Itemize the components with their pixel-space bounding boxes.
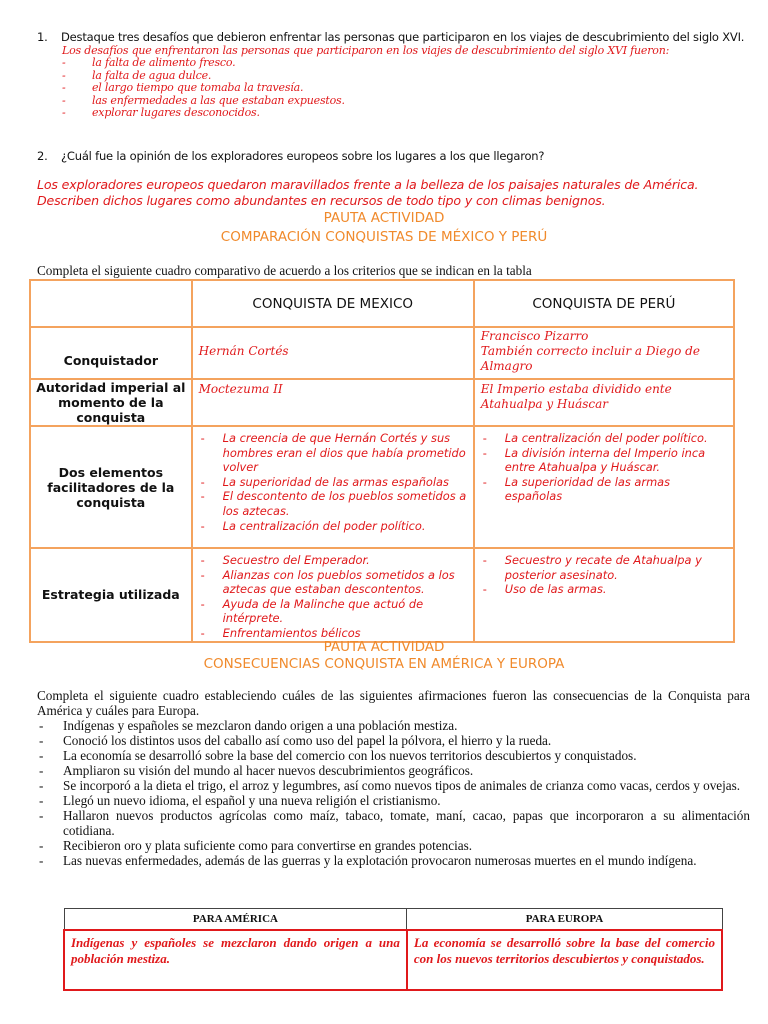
list-item: - Hallaron nuevos productos agrícolas como maíz, tabaco, tomate, maní, cacao, papas que incorporaron a su alimentación cotidiana. [37, 808, 750, 838]
cell-america: Indígenas y españoles se mezclaron dando origen a una población mestiza. [64, 930, 407, 990]
answer-2: Los exploradores europeos quedaron maravillados frente a la belleza de los paisajes naturales de América. Describen dichos lugares como abundantes en recursos de todo tipo y con climas benignos. [37, 177, 699, 208]
list-item: - Se incorporó a la dieta el trigo, el arroz y legumbres, así como nuevos tipos de animales de crianza como vacas, cerdos y ovejas. [37, 778, 750, 793]
question-1-text: Destaque tres desafíos que debieron enfrentar las personas que participaron en los viajes de descubrimiento del siglo XVI. [61, 30, 745, 44]
list-item: - la falta de agua dulce. [58, 70, 345, 83]
list-item: - el largo tiempo que tomaba la travesía. [58, 82, 345, 95]
cell-mexico-estrategia [192, 548, 474, 642]
list-item: - Llegó un nuevo idioma, el español y una nueva religión el cristianismo. [37, 793, 750, 808]
question-1: 1. Destaque tres desafíos que debieron enfrentar las personas que participaron en los viajes de descubrimiento del siglo XVI. [37, 30, 745, 44]
list-item: - Ayuda de la Malinche que actuó de intérprete. [197, 597, 469, 626]
cell-peru-autoridad: El Imperio estaba dividido ente Atahualpa y Huáscar [474, 379, 734, 426]
section-2-subtitle: CONSECUENCIAS CONQUISTA EN AMÉRICA Y EUROPA [203, 656, 565, 672]
list-item: - explorar lugares desconocidos. [58, 107, 345, 120]
cell-peru-conquistador: Francisco Pizarro También correcto incluir a Diego de Almagro [474, 327, 734, 379]
consequences-table [63, 908, 723, 991]
answer-1-list [58, 57, 345, 120]
list-item: - Alianzas con los pueblos sometidos a los aztecas que estaban descontentos. [197, 568, 469, 597]
list-item: - la falta de alimento fresco. [58, 57, 345, 70]
list-item: - Ampliaron su visión del mundo al hacer nuevos descubrimientos geográficos. [37, 763, 750, 778]
column-header-america: PARA AMÉRICA [64, 909, 407, 931]
comparison-table [29, 279, 735, 643]
list-item: - La creencia de que Hernán Cortés y sus hombres eran el dios que había prometido volver [197, 431, 469, 475]
list-item: - Conoció los distintos usos del caballo así como uso del papel la pólvora, el hierro y la rueda. [37, 733, 750, 748]
row-label-facilitadores: Dos elementos facilitadores de la conquista [30, 426, 192, 548]
section-2-title: PAUTA ACTIVIDAD [323, 639, 445, 655]
list-item: - Indígenas y españoles se mezclaron dando origen a una población mestiza. [37, 718, 750, 733]
list-item: - La centralización del poder político. [479, 431, 729, 446]
answer-1-intro: Los desafíos que enfrentaron las personas que participaron en los viajes de descubrimiento del siglo XVI fueron: [62, 44, 670, 57]
cell-peru-facilitadores [474, 426, 734, 548]
list-item: - Uso de las armas. [479, 582, 729, 597]
list-item: - Recibieron oro y plata suficiente como para convertirse en grandes potencias. [37, 838, 750, 853]
section-2-instruction: Completa el siguiente cuadro estableciendo cuáles de las siguientes afirmaciones fueron las consecuencias de la Conquista para América y cuáles para Europa. [37, 688, 750, 718]
row-label-estrategia: Estrategia utilizada [30, 548, 192, 642]
section-1-title: PAUTA ACTIVIDAD [323, 210, 445, 226]
question-2: 2. ¿Cuál fue la opinión de los exploradores europeos sobre los lugares a los que llegaron? [37, 149, 545, 163]
list-item: - las enfermedades a las que estaban expuestos. [58, 95, 345, 108]
column-header-mexico: CONQUISTA DE MEXICO [192, 280, 474, 327]
list-item: - La centralización del poder político. [197, 519, 469, 534]
section-1-subtitle: COMPARACIÓN CONQUISTAS DE MÉXICO Y PERÚ [220, 229, 548, 245]
row-label-autoridad: Autoridad imperial al momento de la conquista [30, 379, 192, 426]
cell-peru-estrategia [474, 548, 734, 642]
cell-mexico-facilitadores [192, 426, 474, 548]
section-1-instruction: Completa el siguiente cuadro comparativo de acuerdo a los criterios que se indican en la tabla [37, 263, 532, 278]
column-header-europa: PARA EUROPA [407, 909, 722, 931]
consequences-list [37, 718, 750, 868]
row-label-conquistador: Conquistador [30, 327, 192, 379]
list-item: - Secuestro y recate de Atahualpa y posterior asesinato. [479, 553, 729, 582]
corner-cell [30, 280, 192, 327]
list-item: - Las nuevas enfermedades, además de las guerras y la explotación provocaron numerosas muertes en el mundo indígena. [37, 853, 750, 868]
section-2-body [37, 688, 750, 868]
question-2-text: ¿Cuál fue la opinión de los exploradores europeos sobre los lugares a los que llegaron? [61, 149, 545, 163]
list-item: - La división interna del Imperio inca entre Atahualpa y Huáscar. [479, 446, 729, 475]
cell-mexico-autoridad: Moctezuma II [192, 379, 474, 426]
list-item: - Enfrentamientos bélicos [197, 626, 469, 641]
cell-europa: La economía se desarrolló sobre la base del comercio con los nuevos territorios descubiertos y conquistados. [407, 930, 722, 990]
list-item: - Secuestro del Emperador. [197, 553, 469, 568]
column-header-peru: CONQUISTA DE PERÚ [474, 280, 734, 327]
list-item: - La superioridad de las armas españolas [197, 475, 469, 490]
list-item: - La economía se desarrolló sobre la base del comercio con los nuevos territorios descubiertos y conquistados. [37, 748, 750, 763]
list-item: - El descontento de los pueblos sometidos a los aztecas. [197, 489, 469, 518]
list-item: - La superioridad de las armas españolas [479, 475, 729, 504]
cell-mexico-conquistador: Hernán Cortés [192, 327, 474, 379]
